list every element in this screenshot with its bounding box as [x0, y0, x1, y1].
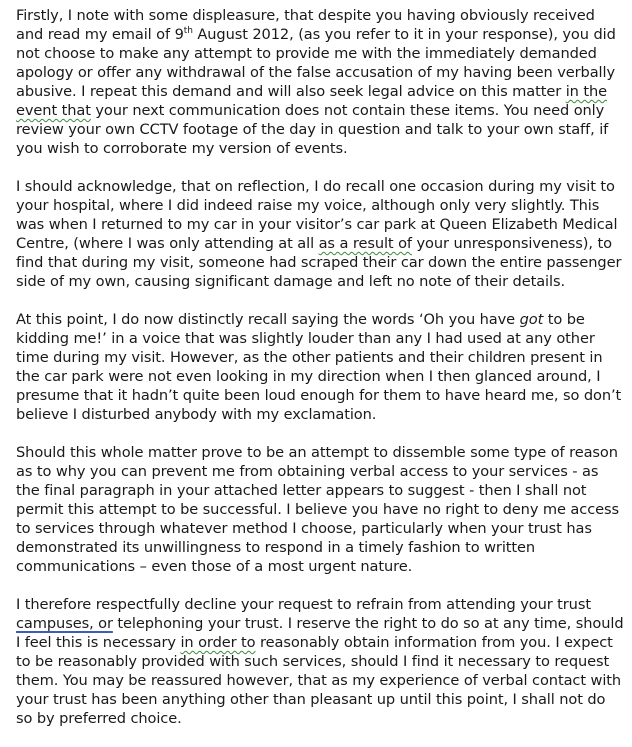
style-flag-phrase[interactable]: campuses, or — [16, 615, 113, 632]
p3-italic-word: got — [519, 311, 544, 328]
paragraph-4 — [16, 443, 624, 576]
paragraph-3 — [16, 310, 624, 424]
p3-text-b: to be kidding me!’ in a voice that was slightly louder than any I had used at any other time during my visit. However, as the other patients and their children present in the car park were not even looking in my direction when I then glanced around, I presume that it hadn’t quite been loud enough for them to have heard me, so don’t believe I disturbed anybody with my exclamation. — [16, 311, 622, 423]
p1-text-a: Firstly, I note with some displeasure, that despite you having obviously received and read my email of 9 — [16, 7, 595, 43]
p2-text-a: I should acknowledge, that on reflection, I do recall one occasion during my visit to your hospital, where I did indeed raise my voice, although only very slightly. This was when I returned to my car in your visitor’s car park at Queen Elizabeth Medical Centre, (where I was only attending at all — [16, 178, 618, 252]
paragraph-1 — [16, 6, 624, 158]
grammar-flag-phrase[interactable]: in order to — [180, 634, 256, 651]
paragraph-5 — [16, 595, 624, 728]
p5-text-b: telephoning your trust. I reserve the right to do so at any time, should I feel this is necessary — [16, 615, 624, 651]
p5-text-c: reasonably obtain information from you. I expect to be reasonably provided with such services, should I find it necessary to request them. You may be reassured however, that as my experience of verbal contact with your trust has been anything other than pleasant up until this point, I shall not do so by preferred choice. — [16, 634, 622, 727]
grammar-flag-phrase[interactable]: as a result of — [318, 235, 412, 252]
grammar-flag-phrase[interactable]: in the event that — [16, 83, 608, 119]
p1-text-b: August 2012, (as you refer to it in your response), you did not choose to make any attempt to provide me with the immediately demanded apology or offer any withdrawal of the false accusation of my having been verbally abusive. I repeat this demand and will also seek legal advice on this matter — [16, 26, 616, 100]
paragraph-2 — [16, 177, 624, 291]
p5-text-a: I therefore respectfully decline your request to refrain from attending your trust — [16, 596, 591, 613]
letter-body — [16, 6, 624, 747]
p2-text-b: your unresponsiveness), to find that during my visit, someone had scraped their car down the entire passenger side of my own, causing significant damage and left no note of their details. — [16, 235, 622, 290]
p3-text-a: At this point, I do now distinctly recall saying the words ‘Oh you have — [16, 311, 520, 328]
p1-text-c: your next communication does not contain these items. You need only review your own CCTV footage of the day in question and talk to your own staff, if you wish to corroborate my version of events. — [16, 102, 609, 157]
p1-superscript: th — [183, 26, 193, 37]
p4-text: Should this whole matter prove to be an attempt to dissemble some type of reason as to why you can prevent me from obtaining verbal access to your services - as the final paragraph in your attached letter appears to suggest - then I shall not permit this attempt to be successful. I believe you have no right to deny me access to services through whatever method I choose, particularly when your trust has demonstrated its unwillingness to respond in a timely fashion to written communications – even those of a most urgent nature. — [16, 444, 620, 575]
